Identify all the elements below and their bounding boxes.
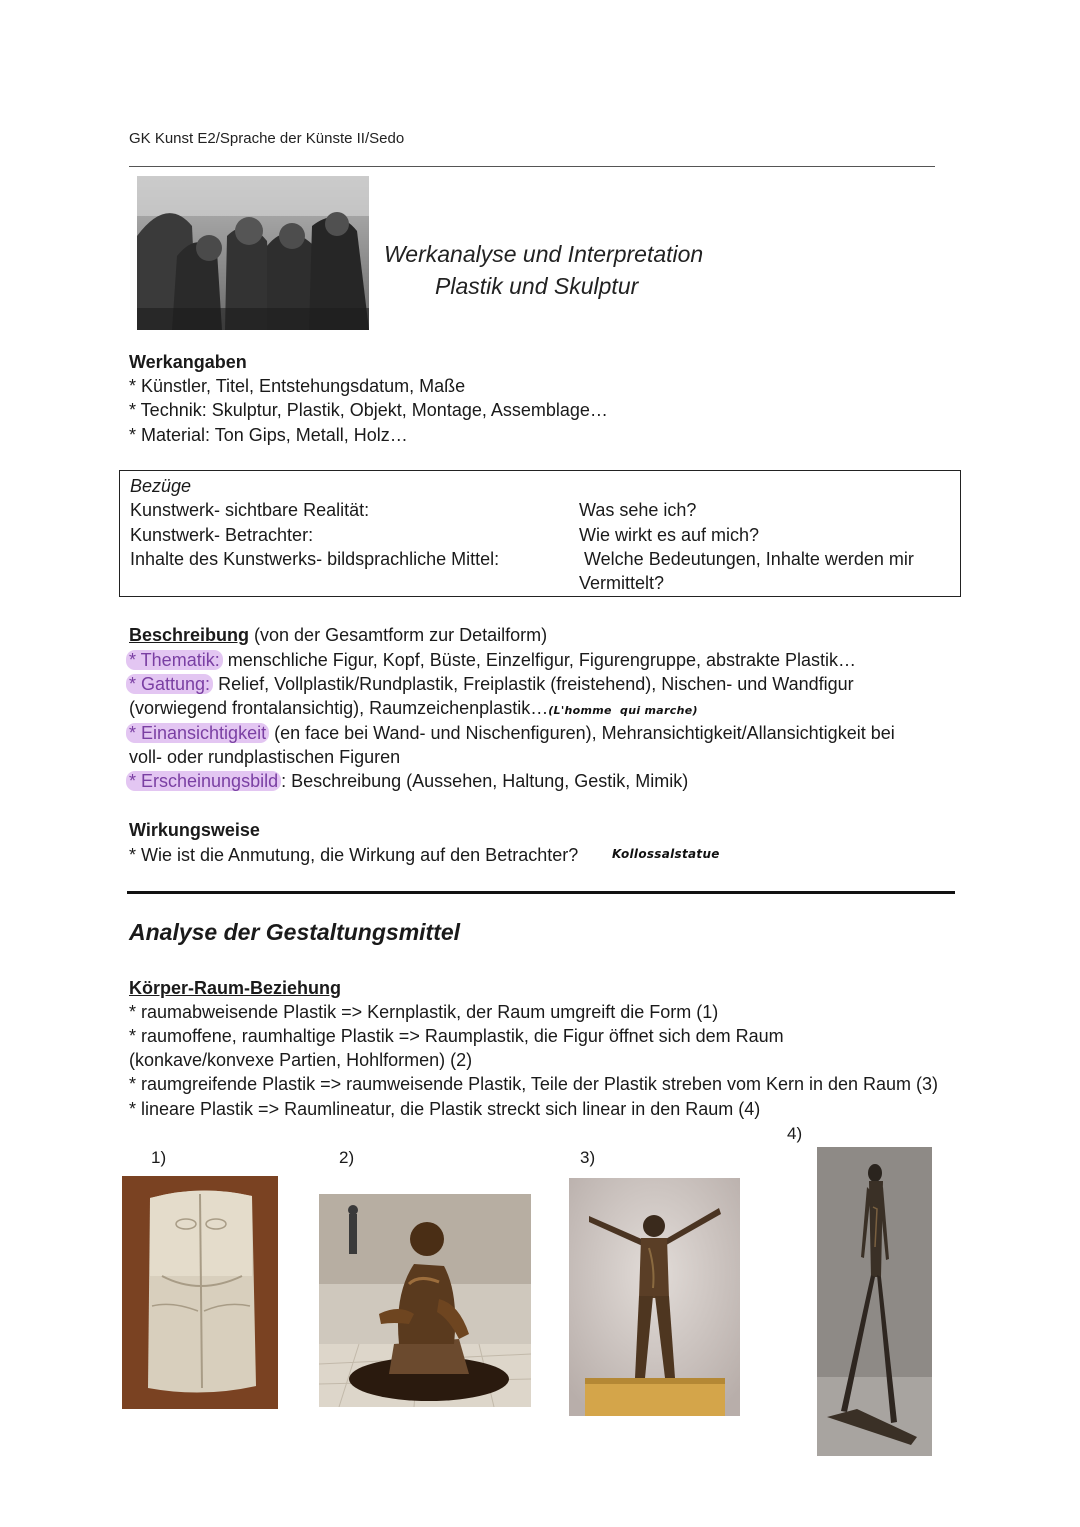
beschreibung-heading: Beschreibung <box>129 625 250 645</box>
werkangaben-item: * Material: Ton Gips, Metall, Holz… <box>129 425 408 445</box>
course-header: GK Kunst E2/Sprache der Künste II/Sedo <box>129 130 405 147</box>
einansicht-cont: voll- oder rundplastischen Figuren <box>129 747 401 767</box>
bezuege-row-left: Inhalte des Kunstwerks- bildsprachliche Mittel: <box>130 549 500 569</box>
analyse-line: * raumgreifende Plastik => raumweisende Plastik, Teile der Plastik streben vom Kern in den Raum (3) <box>129 1074 939 1094</box>
bezuege-row-right: Wie wirkt es auf mich? <box>579 525 760 545</box>
handwritten-note-lhomme: (L'homme qui marche) <box>548 704 698 717</box>
einansicht-line <box>129 721 895 746</box>
analyse-title: Analyse der Gestaltungsmittel <box>129 919 461 945</box>
figure-label-3: 3) <box>580 1148 596 1167</box>
header-divider <box>129 166 935 167</box>
werkangaben-item: * Künstler, Titel, Entstehungsdatum, Maße <box>129 376 466 396</box>
section-divider <box>127 891 955 894</box>
figure-1-photo <box>122 1176 278 1409</box>
bezuege-row-left: Kunstwerk- sichtbare Realität: <box>130 500 370 520</box>
figure-4-photo <box>817 1147 932 1456</box>
figure-2-photo <box>319 1194 531 1407</box>
doc-title-line1: Werkanalyse und Interpretation <box>384 241 704 267</box>
thematik-label: * Thematik: <box>126 650 223 670</box>
bezuege-row-right-cont: Vermittelt? <box>579 573 665 593</box>
wirkungsweise-item: * Wie ist die Anmutung, die Wirkung auf den Betrachter? <box>129 845 579 865</box>
beschreibung-subheading: (von der Gesamtform zur Detailform) <box>249 625 548 645</box>
gattung-text: Relief, Vollplastik/Rundplastik, Freiplastik (freistehend), Nischen- und Wandfigur <box>213 674 854 694</box>
gattung-label: * Gattung: <box>126 674 213 694</box>
bezuege-row-left: Kunstwerk- Betrachter: <box>130 525 314 545</box>
gattung-cont-line <box>129 696 698 724</box>
bezuege-row-right: Welche Bedeutungen, Inhalte werden mir <box>579 549 914 569</box>
einansicht-label: * Einansichtigkeit <box>126 723 269 743</box>
analyse-line: (konkave/konvexe Partien, Hohlformen) (2) <box>129 1050 473 1070</box>
thematik-line <box>129 648 856 673</box>
bezuege-box <box>119 470 961 597</box>
thematik-text: menschliche Figur, Kopf, Büste, Einzelfigur, Figurengruppe, abstrakte Plastik… <box>222 650 857 670</box>
werkangaben-item: * Technik: Skulptur, Plastik, Objekt, Montage, Assemblage… <box>129 400 608 420</box>
header-sculpture-photo <box>137 176 369 330</box>
figure-3-photo <box>569 1178 740 1416</box>
bezuege-heading: Bezüge <box>130 476 192 496</box>
einansicht-text: (en face bei Wand- und Nischenfiguren), Mehransichtigkeit/Allansichtigkeit bei <box>269 723 895 743</box>
koerper-raum-heading: Körper-Raum-Beziehung <box>129 978 342 998</box>
analyse-line: * raumabweisende Plastik => Kernplastik, der Raum umgreift die Form (1) <box>129 1002 719 1022</box>
doc-title-line2: Plastik und Skulptur <box>435 273 639 299</box>
erscheinung-text: : Beschreibung (Aussehen, Haltung, Gestik, Mimik) <box>281 771 689 791</box>
handwritten-note-kollossal: Kollossalstatue <box>612 847 720 861</box>
beschreibung-line <box>129 623 547 648</box>
wirkungsweise-heading: Wirkungsweise <box>129 820 260 840</box>
erscheinung-line <box>129 769 688 794</box>
figure-label-2: 2) <box>339 1148 355 1167</box>
analyse-line: * raumoffene, raumhaltige Plastik => Raumplastik, die Figur öffnet sich dem Raum <box>129 1026 784 1046</box>
figure-label-1: 1) <box>151 1148 167 1167</box>
gattung-cont: (vorwiegend frontalansichtig), Raumzeichenplastik… <box>129 698 549 718</box>
gattung-line <box>129 672 854 697</box>
analyse-line: * lineare Plastik => Raumlineatur, die Plastik streckt sich linear in den Raum (4) <box>129 1099 761 1119</box>
bezuege-row-right: Was sehe ich? <box>579 500 697 520</box>
erscheinung-label: * Erscheinungsbild <box>126 771 281 791</box>
werkangaben-heading: Werkangaben <box>129 352 247 372</box>
figure-label-4: 4) <box>787 1124 803 1143</box>
